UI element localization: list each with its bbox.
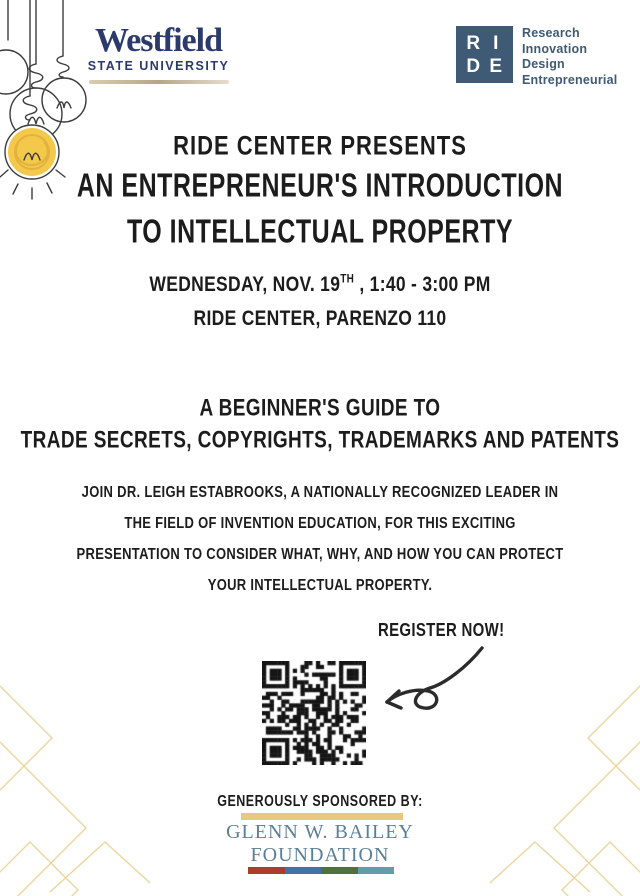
- ride-letter: R: [466, 32, 481, 54]
- subtitle-line2: TRADE SECRETS, COPYRIGHTS, TRADEMARKS AND PATENTS: [20, 427, 620, 454]
- ride-letter: I: [493, 32, 499, 54]
- event-description: [0, 476, 640, 600]
- subtitle-line1: A BEGINNER'S GUIDE TO: [199, 395, 441, 422]
- ride-logo-square: [456, 26, 513, 83]
- event-date-ordinal: TH: [340, 273, 355, 287]
- ride-logo: [456, 26, 626, 87]
- ride-word: Research: [522, 26, 580, 40]
- foundation-name-line2: FOUNDATION: [250, 844, 390, 866]
- ride-letter: E: [489, 55, 503, 77]
- sponsor-heading: GENEROUSLY SPONSORED BY:: [217, 792, 423, 810]
- corner-ornament-right: [490, 646, 640, 896]
- description-line: JOIN DR. LEIGH ESTABROOKS, A NATIONALLY RECOGNIZED LEADER IN: [81, 482, 559, 501]
- event-location: RIDE CENTER, PARENZO 110: [193, 305, 447, 330]
- westfield-logo-subtitle: STATE UNIVERSITY: [87, 59, 230, 73]
- curly-arrow-icon: [380, 642, 490, 712]
- event-title-line2: TO INTELLECTUAL PROPERTY: [126, 212, 514, 251]
- ride-word: Entrepreneurial: [522, 72, 618, 87]
- foundation-gold-bar: [241, 813, 403, 820]
- event-datetime: [0, 272, 640, 297]
- ride-word: Innovation: [522, 41, 588, 56]
- register-now-label: REGISTER NOW!: [378, 620, 505, 641]
- westfield-logo: [86, 24, 231, 84]
- event-time: , 1:40 - 3:00 PM: [354, 271, 491, 296]
- registration-qr-code: [262, 661, 366, 765]
- foundation-bar-segment: [321, 867, 358, 874]
- kicker: RIDE CENTER PRESENTS: [173, 130, 467, 161]
- ride-letter: D: [466, 55, 481, 77]
- westfield-logo-name: Westfield: [95, 22, 222, 59]
- event-date: WEDNESDAY, NOV. 19: [149, 271, 341, 296]
- description-line: THE FIELD OF INVENTION EDUCATION, FOR THIS EXCITING: [124, 513, 516, 532]
- description-line: PRESENTATION TO CONSIDER WHAT, WHY, AND HOW YOU CAN PROTECT: [76, 544, 564, 563]
- westfield-logo-rule: [89, 80, 229, 84]
- ride-word: Design: [522, 57, 565, 71]
- foundation-name-line1: GLENN W. BAILEY: [226, 821, 414, 843]
- foundation-color-bar: [248, 867, 394, 874]
- foundation-bar-segment: [358, 867, 395, 874]
- event-title-line1: AN ENTREPRENEUR'S INTRODUCTION: [76, 166, 564, 205]
- foundation-bar-segment: [248, 867, 285, 874]
- ride-logo-words: [522, 26, 617, 87]
- foundation-bar-segment: [285, 867, 322, 874]
- description-line: YOUR INTELLECTUAL PROPERTY.: [207, 575, 433, 594]
- corner-ornament-left: [0, 646, 150, 896]
